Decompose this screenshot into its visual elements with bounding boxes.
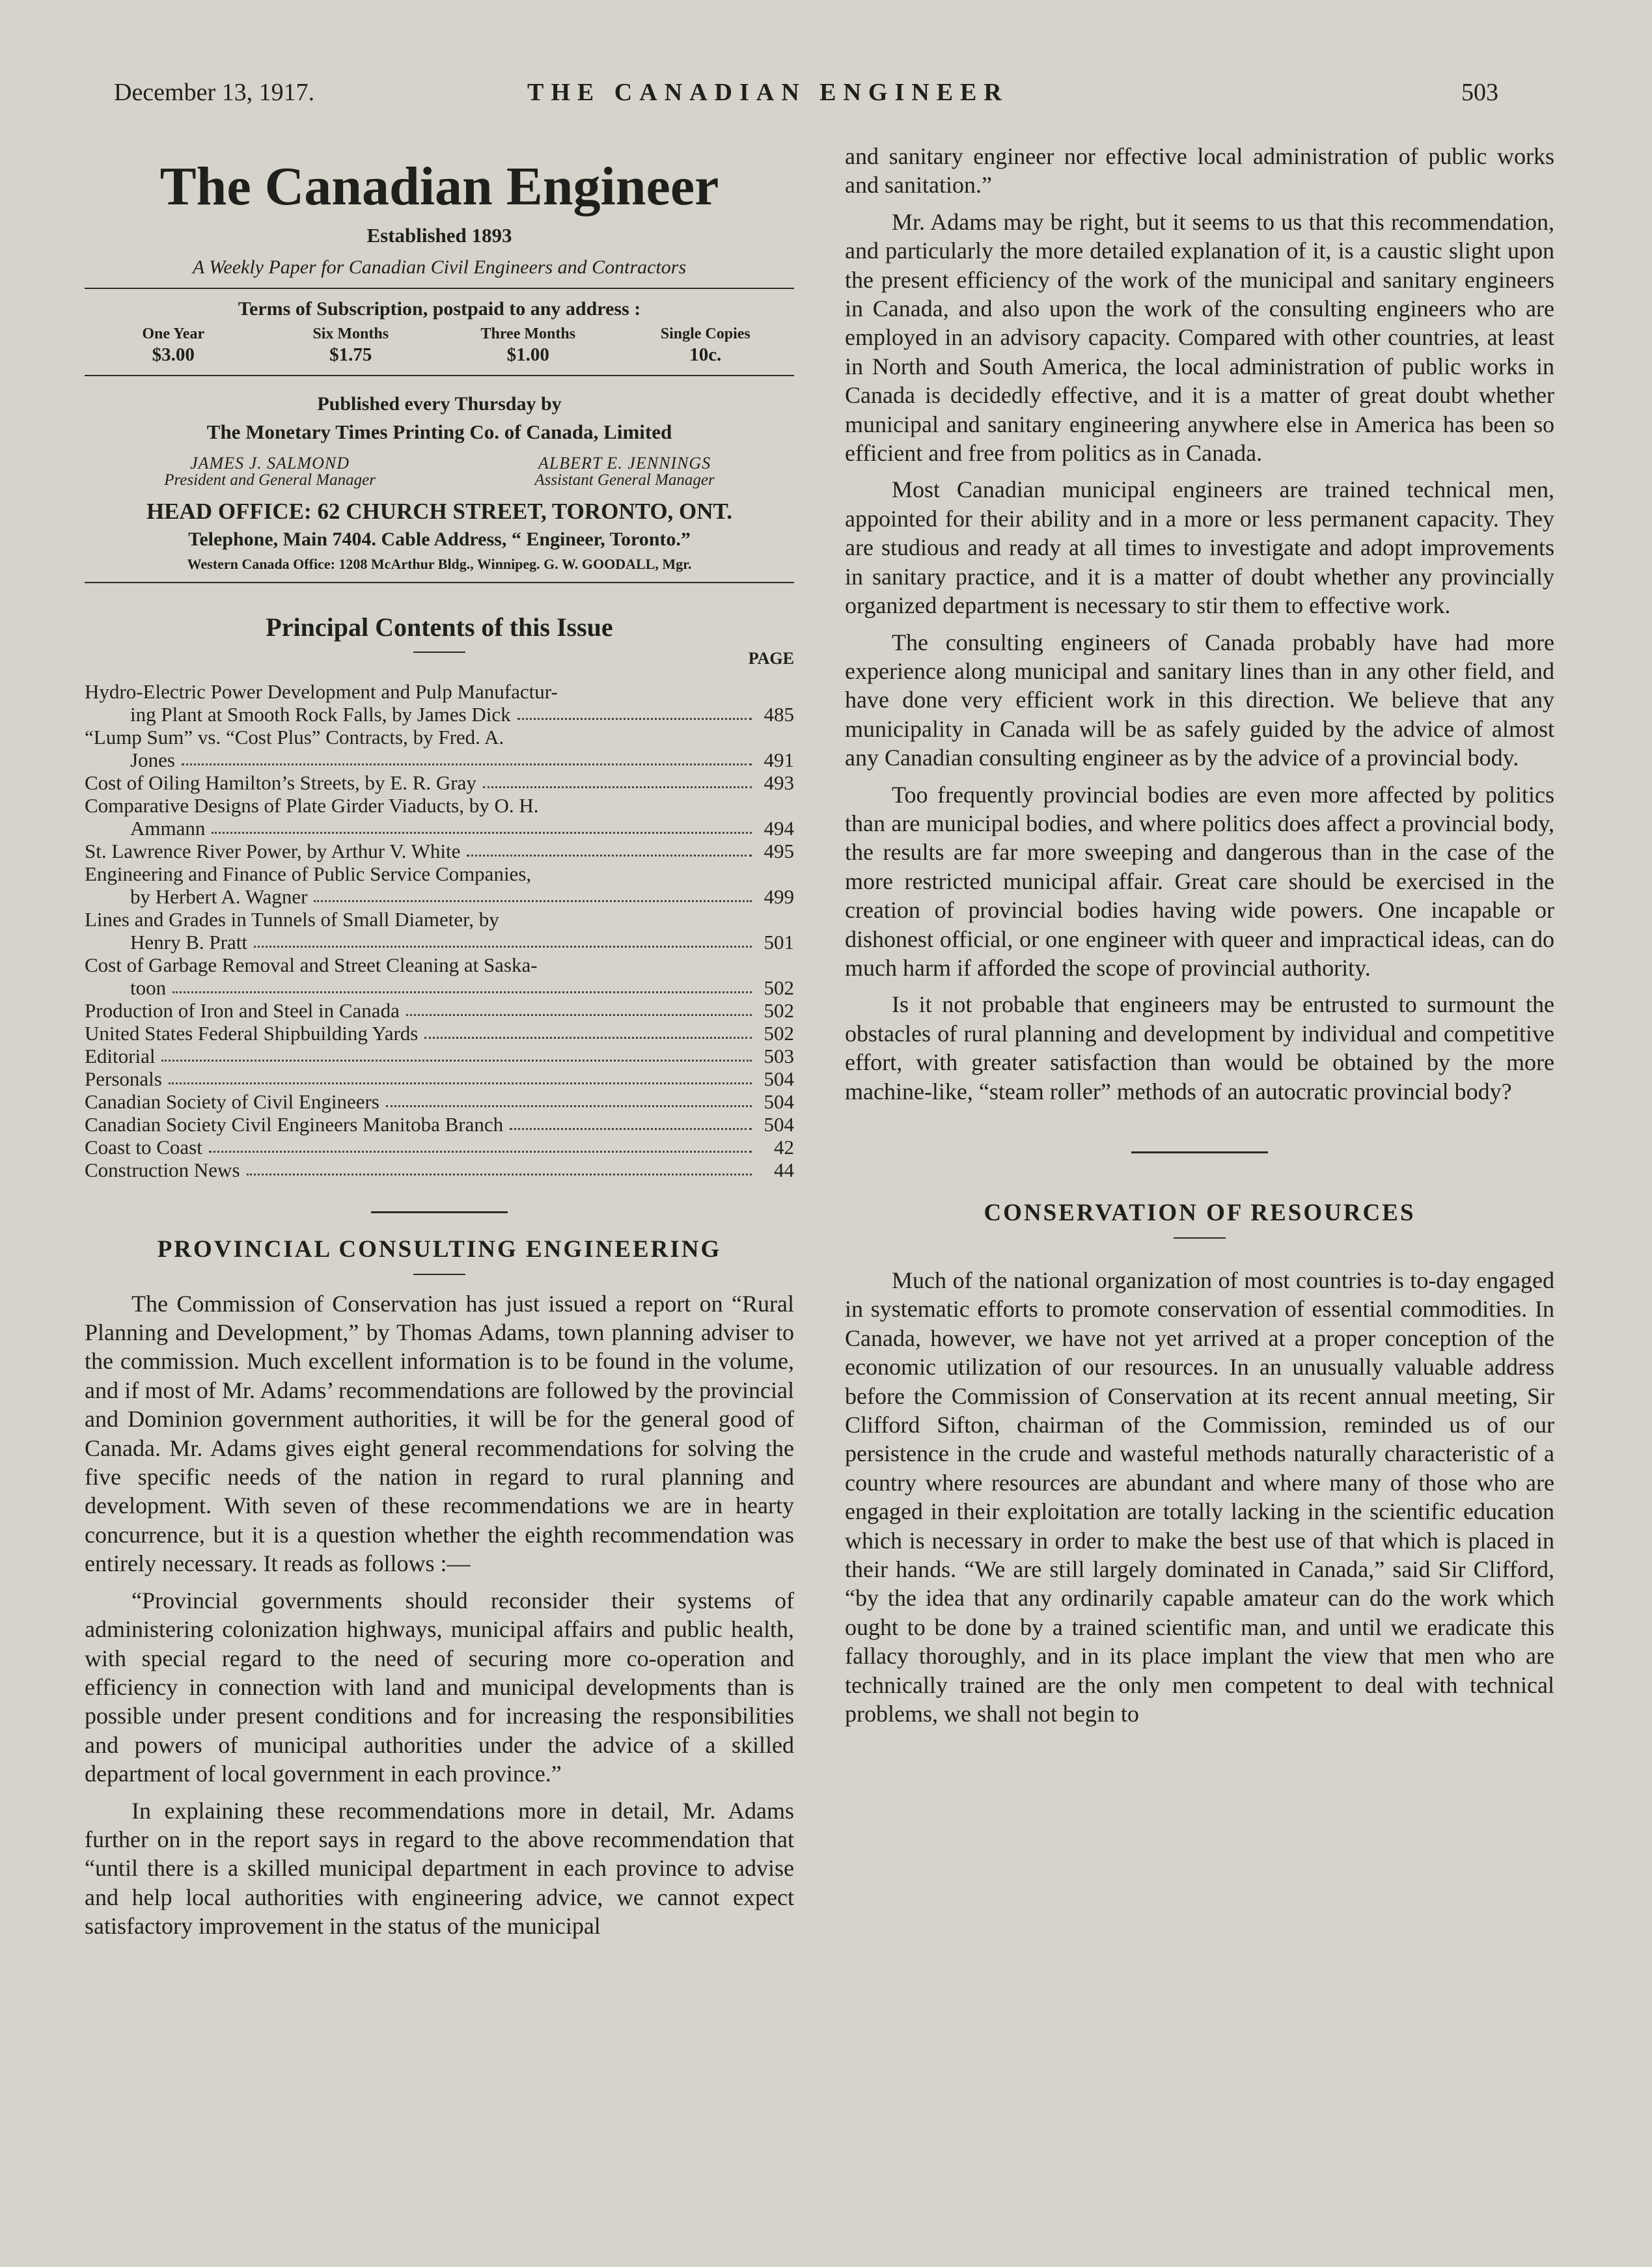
subscription-prices	[85, 325, 794, 366]
contents-item-title: Jones	[130, 748, 175, 771]
contents-item-title: Canadian Society Civil Engineers Manitoba Branch	[85, 1112, 504, 1136]
dot-leader	[169, 1082, 752, 1084]
article-paragraph-continued: and sanitary engineer nor effective local administration of public works and sanitation.”	[845, 143, 1554, 199]
article-paragraph: Most Canadian municipal engineers are trained technical men, appointed for their ability and in a more or less permanent capacity. They are studious and ready at all times to investigate and adopt improvements in sanitary practice, and it is a matter of doubt whether any provincially organized department is necessary to stir them to effective work.	[845, 476, 1554, 619]
publisher-name: The Monetary Times Printing Co. of Canada, Limited	[206, 420, 672, 444]
contents-item-page: 491	[764, 748, 794, 771]
contents-item-title: Construction News	[85, 1158, 240, 1181]
price-label: Three Months	[480, 325, 576, 343]
subscription-terms-title: Terms of Subscription, postpaid to any address :	[238, 298, 641, 320]
contents-item	[85, 885, 794, 908]
contents-item	[85, 817, 794, 840]
left-column	[85, 156, 794, 1941]
contents-item-title: Cost of Oiling Hamilton’s Streets, by E. R. Gray	[85, 771, 476, 794]
section-divider	[371, 1211, 508, 1213]
contents-item-title: United States Federal Shipbuilding Yards	[85, 1021, 419, 1045]
contents-item-title: Production of Iron and Steel in Canada	[85, 998, 400, 1022]
contents-item-page: 494	[764, 816, 794, 840]
dot-leader	[483, 786, 752, 788]
contents-item-title: “Lump Sum” vs. “Cost Plus” Contracts, by Fred. A.	[85, 725, 504, 749]
contents-item-title: Coast to Coast	[85, 1135, 202, 1159]
price-value: 10c.	[689, 344, 722, 366]
contents-item-line	[85, 954, 794, 976]
divider	[85, 375, 794, 376]
contents-item-title: toon	[130, 976, 167, 999]
published-line: Published every Thursday by	[317, 393, 562, 415]
contents-item-page: 503	[764, 1044, 794, 1067]
article-paragraph: Mr. Adams may be right, but it seems to us that this recommendation, and particularly the more detailed explanation of it, is a caustic slight upon the present efficiency of the work of the municipal and sanitary engineers in Canada, and also upon the work of the consulting engineers who are employed in an advisory capacity. Compared with other countries, at least in North and South America, the local administration of public works in Canada is decidedly effective, and it is a matter of great doubt whether municipal and sanitary engineering anywhere else in America has been so efficient and free from politics as in Canada.	[845, 208, 1554, 467]
contents-item-title: Engineering and Finance of Public Service Companies,	[85, 862, 532, 885]
dot-leader	[386, 1105, 752, 1107]
article-paragraph: “Provincial governments should reconsider their systems of administering colonization highways, municipal affairs and public health, with special regard to the need of securing more co-operation and efficiency in connection with land and municipal developments than is possible under present conditions and for increasing the responsibilities and powers of municipal authorities under the advice of a skilled department of local government in each province.”	[85, 1587, 794, 1787]
officer-title: Assistant General Manager	[534, 471, 715, 489]
masthead-title: The Canadian Engineer	[159, 156, 719, 217]
price-item	[617, 325, 795, 366]
article-paragraph: The consulting engineers of Canada probably have had more experience along municipal and sanitary lines than in any other field, and have done very efficient work in this direction. We believe that any municipality in Canada will be as safely guided by the advice of almost any Canadian consulting engineer as by the advice of a provincial body.	[845, 629, 1554, 771]
contents-item	[85, 703, 794, 726]
contents-item	[85, 840, 794, 862]
contents-item-line	[85, 680, 794, 703]
contents-item-line	[85, 794, 794, 817]
price-label: One Year	[142, 325, 205, 343]
contents-item-line	[85, 862, 794, 885]
contents-item-line	[85, 908, 794, 931]
officer-name: JAMES J. SALMOND	[190, 454, 350, 473]
contents-item-page: 501	[764, 930, 794, 954]
officer	[164, 454, 376, 489]
contents-item-title: St. Lawrence River Power, by Arthur V. White	[85, 839, 461, 862]
tagline: A Weekly Paper for Canadian Civil Engineers and Contractors	[192, 256, 687, 279]
dot-leader	[161, 1060, 752, 1062]
section-divider	[1131, 1151, 1268, 1153]
contents-item	[85, 1159, 794, 1181]
dot-leader	[182, 763, 752, 765]
contents-item-page: 504	[764, 1090, 794, 1113]
article-paragraph: Much of the national organization of most countries is to-day engaged in systematic efforts to promote conservation of essential commodities. In Canada, however, we have not yet arrived at a proper conception of the economic utilization of our resources. In an unusually valuable address before the Commission of Conservation at its recent annual meeting, Sir Clifford Sifton, chairman of the Commission, reminded us of our persistence in the crude and wasteful methods naturally characteristic of a country where resources are abundant and where many of those who are engaged in their exploitation are totally lacking in the scientific education which is necessary in order to make the best use of that which is placed in their hands. “We are still largely dominated in Canada,” said Sir Clifford, “by the idea that any ordinarily capable amateur can do the work which ought to be done by a trained scientific man, and until we eradicate this fallacy thoroughly, and in its place implant the view that men who are technically trained are the only men competent to deal with technical problems, we shall not begin to	[845, 1267, 1554, 1727]
contents-title: Principal Contents of this Issue	[266, 612, 613, 642]
dot-leader	[467, 855, 752, 857]
divider	[85, 582, 794, 583]
price-item	[85, 325, 262, 366]
article-paragraph: In explaining these recommendations more in detail, Mr. Adams further on in the report says in regard to the above recommendation that “until there is a skilled municipal department in each province to advise and help local authorities with engineering advice, we cannot expect satisfactory improvement in the status of the municipal	[85, 1797, 794, 1940]
price-label: Six Months	[312, 325, 389, 343]
western-office: Western Canada Office: 1208 McArthur Bldg., Winnipeg. G. W. GOODALL, Mgr.	[187, 555, 692, 572]
contents-page-label: PAGE	[748, 648, 794, 668]
officers	[85, 454, 794, 489]
dot-leader	[406, 1014, 752, 1016]
contents-item-page: 499	[764, 885, 794, 908]
officer-name: ALBERT E. JENNINGS	[538, 454, 711, 473]
contents-item-page: 42	[774, 1135, 794, 1159]
right-column	[845, 142, 1554, 1729]
head-office-address: HEAD OFFICE: 62 CHURCH STREET, TORONTO, ONT.	[146, 498, 733, 524]
price-value: $3.00	[152, 344, 195, 366]
running-header-date: December 13, 1917.	[114, 79, 315, 106]
contents-item-page: 493	[764, 771, 794, 794]
contents-item-title: Cost of Garbage Removal and Street Cleaning at Saska-	[85, 953, 538, 976]
contents-item-title: ing Plant at Smooth Rock Falls, by James Dick	[130, 702, 511, 726]
contents-item-page: 504	[764, 1112, 794, 1136]
price-item	[262, 325, 440, 366]
contents-item	[85, 976, 794, 999]
dot-leader	[212, 832, 752, 834]
article-paragraph: The Commission of Conservation has just issued a report on “Rural Planning and Development,” by Thomas Adams, town planning adviser to the commission. Much excellent information is to be found in the volume, and if most of Mr. Adams’ recommendations are followed by the provincial and Dominion government authorities, it will be for the general good of Canada. Mr. Adams gives eight general recommendations for solving the five specific needs of the nation in regard to rural planning and development. With seven of these recommendations we are in hearty concurrence, but it is a question whether the eighth recommendation was entirely necessary. It reads as follows :—	[85, 1290, 794, 1577]
contents-item-page: 502	[764, 998, 794, 1022]
contents-item	[85, 1113, 794, 1136]
divider	[85, 288, 794, 289]
contents-item-title: Personals	[85, 1067, 162, 1090]
dot-leader	[254, 946, 752, 948]
dot-leader	[424, 1037, 752, 1039]
contents-item-page: 485	[764, 702, 794, 726]
contents-item	[85, 999, 794, 1022]
contents-item-page: 502	[764, 1021, 794, 1045]
contents-item-title: Lines and Grades in Tunnels of Small Diameter, by	[85, 907, 499, 931]
contents-item-line	[85, 726, 794, 749]
contents-item-title: Comparative Designs of Plate Girder Viaducts, by O. H.	[85, 793, 539, 817]
contents-item	[85, 1045, 794, 1067]
dot-leader	[517, 718, 752, 720]
contents-item-page: 502	[764, 976, 794, 999]
contents-item-title: Ammann	[130, 816, 206, 840]
contents-item	[85, 771, 794, 794]
short-divider	[1174, 1237, 1226, 1239]
dot-leader	[172, 991, 752, 993]
price-label: Single Copies	[660, 325, 750, 343]
price-item	[439, 325, 617, 366]
telephone-cable: Telephone, Main 7404. Cable Address, “ Engineer, Toronto.”	[188, 528, 691, 550]
contents-item	[85, 1067, 794, 1090]
contents-item-title: Canadian Society of Civil Engineers	[85, 1090, 379, 1113]
article-heading: CONSERVATION OF RESOURCES	[984, 1200, 1416, 1226]
contents-item	[85, 749, 794, 771]
contents-item-page: 504	[764, 1067, 794, 1090]
dot-leader	[209, 1151, 752, 1153]
established-line: Established 1893	[366, 224, 512, 247]
contents-item-title: Hydro-Electric Power Development and Pulp Manufactur-	[85, 680, 558, 703]
dot-leader	[510, 1128, 752, 1130]
running-header-page-number: 503	[1461, 79, 1498, 106]
contents-item-title: Henry B. Pratt	[130, 930, 247, 954]
contents-list	[85, 680, 794, 1181]
price-value: $1.00	[506, 344, 549, 366]
contents-item-page: 44	[774, 1158, 794, 1181]
contents-item	[85, 1136, 794, 1159]
contents-item-title: by Herbert A. Wagner	[130, 885, 308, 908]
running-header-journal: THE CANADIAN ENGINEER	[527, 79, 1009, 106]
dot-leader	[247, 1174, 752, 1175]
contents-item	[85, 931, 794, 954]
article-paragraph: Is it not probable that engineers may be entrusted to surmount the obstacles of rural planning and development by individual and competitive effort, with greater satisfaction than would be obtained by the more machine-like, “steam roller” methods of an autocratic provincial body?	[845, 991, 1554, 1105]
price-value: $1.75	[329, 344, 372, 366]
officer	[534, 454, 714, 489]
contents-item	[85, 1090, 794, 1113]
contents-item-page: 495	[764, 839, 794, 862]
contents-item	[85, 1022, 794, 1045]
article-paragraph: Too frequently provincial bodies are even more affected by politics than are municipal bodies, and where politics does affect a provincial body, the results are far more sweeping and dangerous than in the case of the more restricted municipal affair. Great care should be exercised in the creation of provincial bodies having wide powers. One incapable or dishonest official, or one engineer with queer and impractical ideas, can do much harm if afforded the scope of provincial authority.	[845, 781, 1554, 981]
contents-item-title: Editorial	[85, 1044, 156, 1067]
dot-leader	[314, 900, 752, 902]
article-heading: PROVINCIAL CONSULTING ENGINEERING	[157, 1235, 722, 1263]
officer-title: President and General Manager	[164, 471, 376, 489]
short-divider	[413, 1274, 465, 1275]
